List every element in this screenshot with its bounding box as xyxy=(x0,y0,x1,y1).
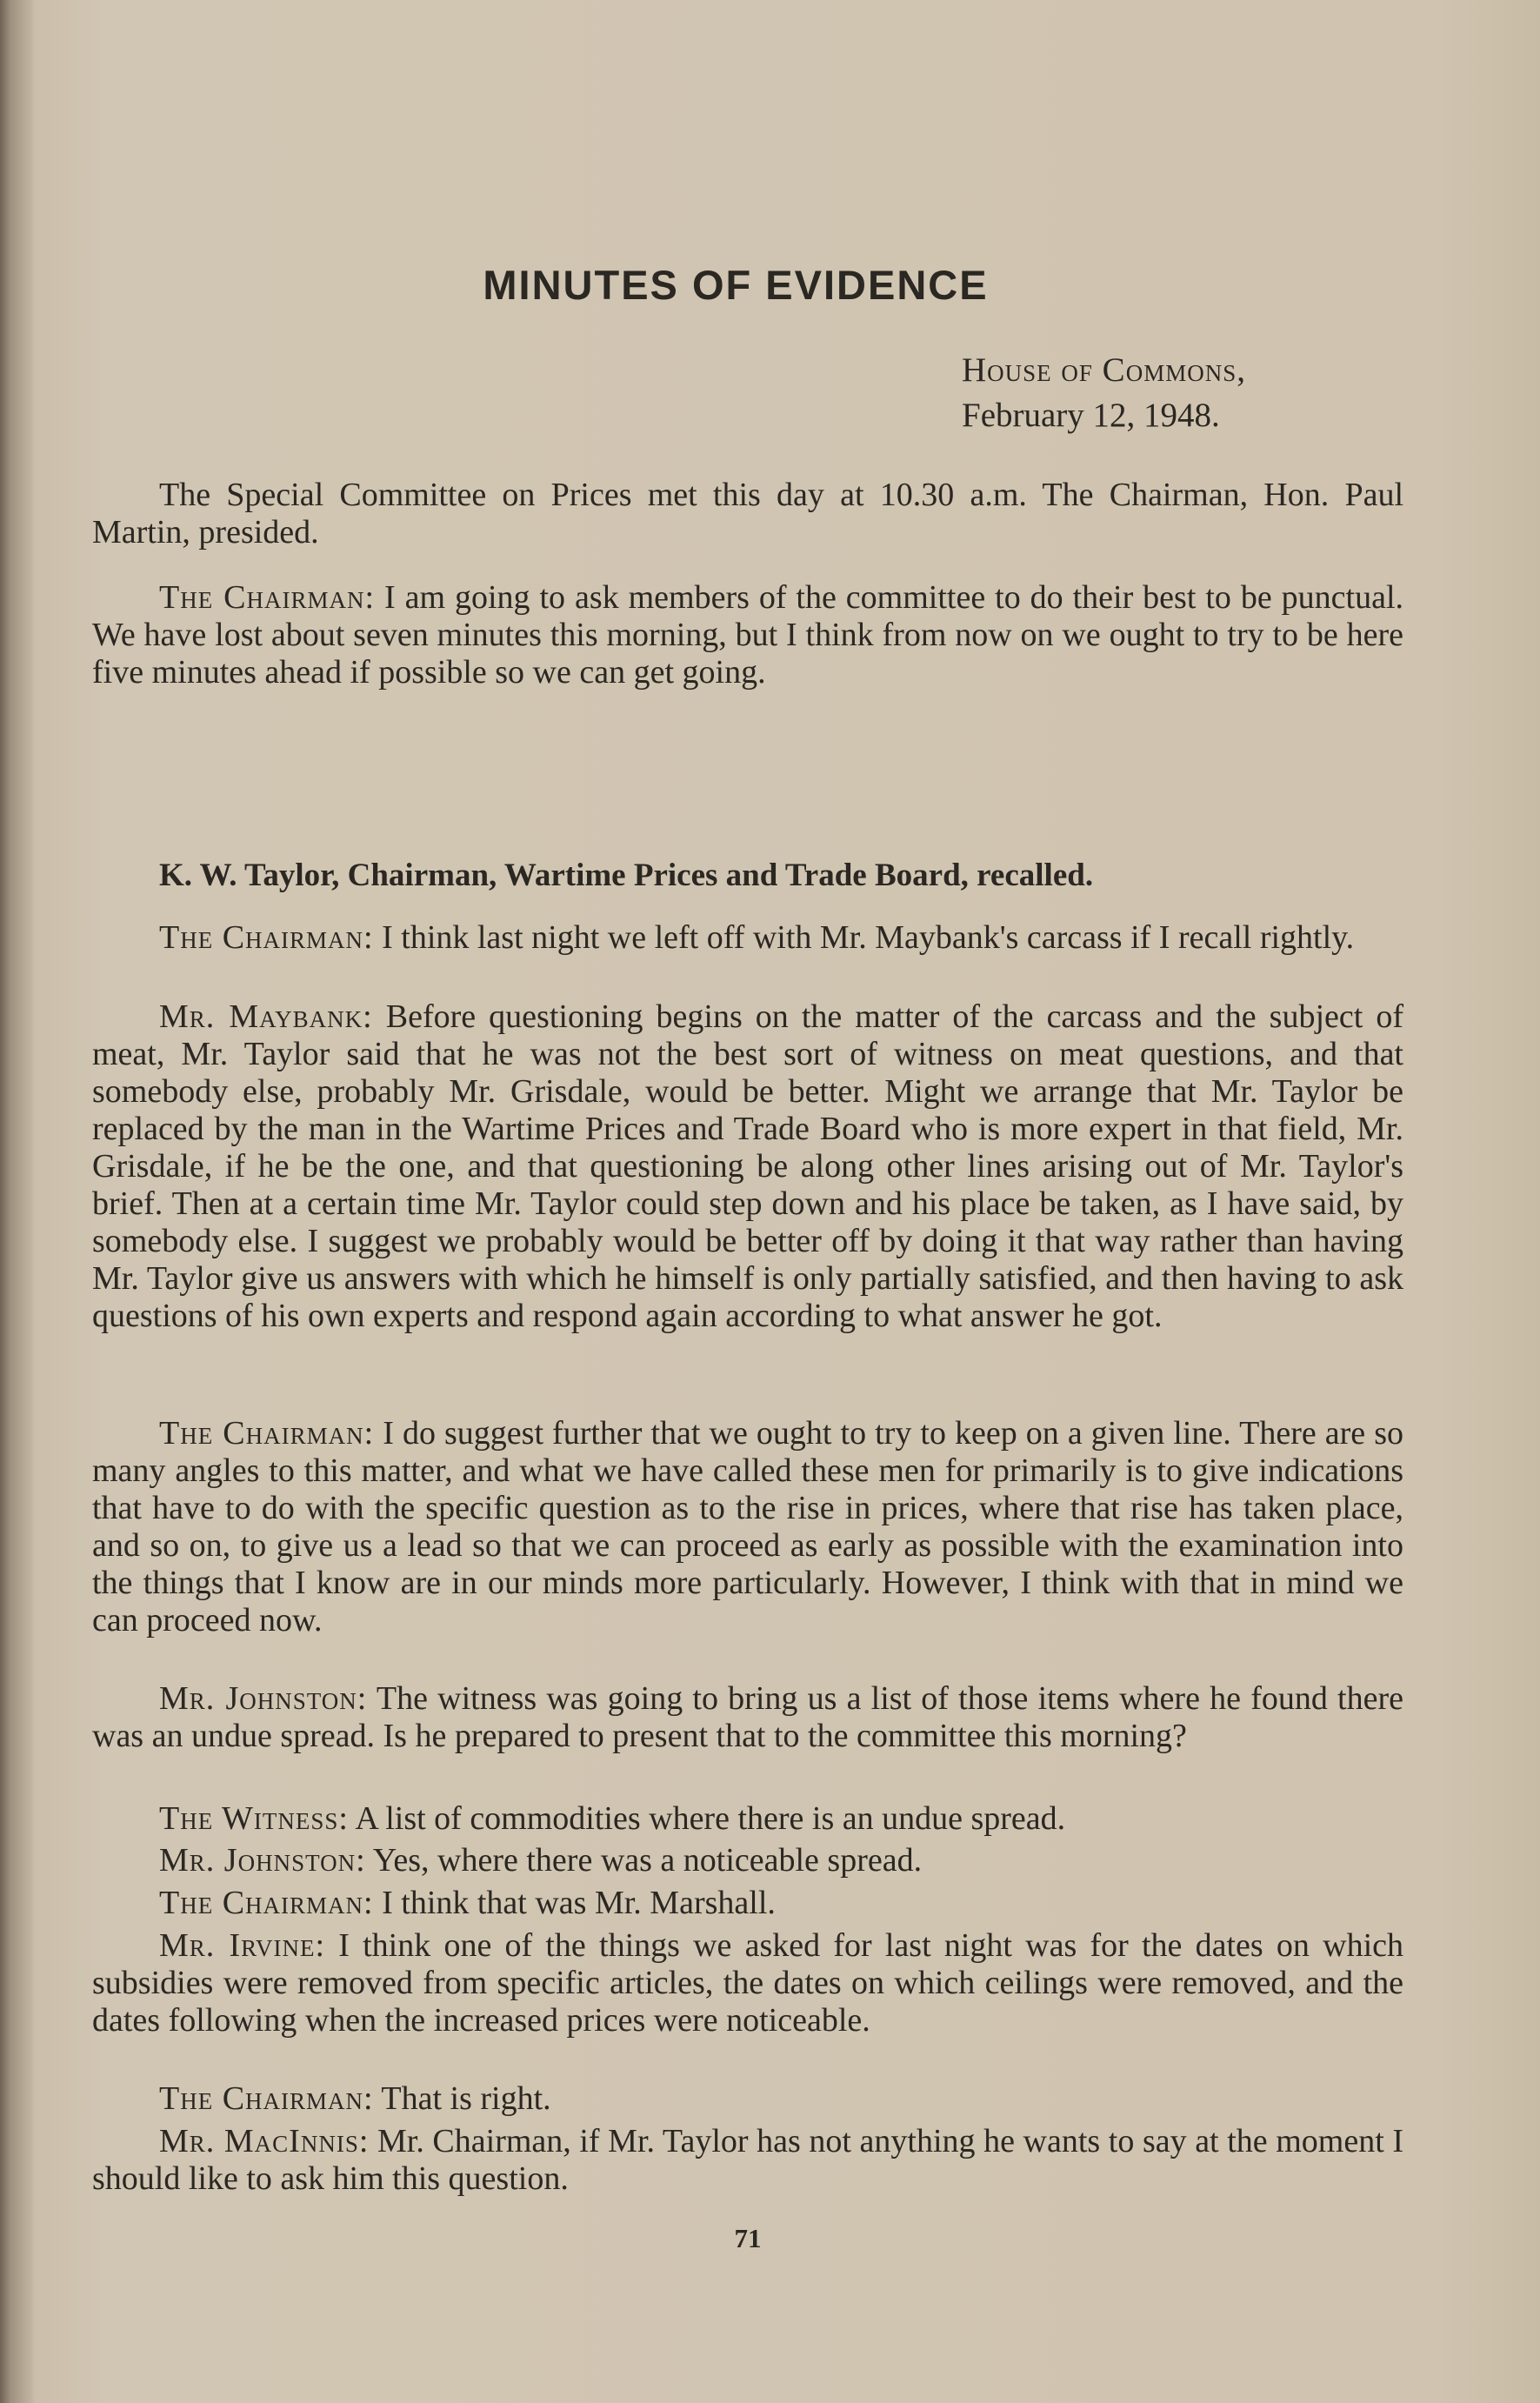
speaker-label: The Chairman: xyxy=(159,919,374,956)
speaker-label: The Chairman: xyxy=(159,579,376,616)
speech-text: Mr. Chairman, if Mr. Taylor has not anything he wants to say at the moment I should like to ask him this question. xyxy=(92,2123,1404,2197)
exchange-paragraph xyxy=(92,1842,1403,1879)
intro-paragraph: The Special Committee on Prices met this day at 10.30 a.m. The Chairman, Hon. Paul Martin, presided. xyxy=(92,477,1403,551)
speaker-label: Mr. Johnston: xyxy=(159,1680,368,1717)
exchange-paragraph xyxy=(92,2123,1403,2198)
exchange-paragraph xyxy=(92,1927,1403,2039)
speech-text: Yes, where there was a noticeable spread. xyxy=(365,1842,923,1879)
speaker-label: Mr. Johnston: xyxy=(159,1842,366,1879)
page-title: MINUTES OF EVIDENCE xyxy=(483,262,989,308)
exchange-paragraph xyxy=(92,2080,1403,2118)
exchange-paragraph xyxy=(92,998,1403,1335)
speech-text: I think last night we left off with Mr. Maybank's carcass if I recall rightly. xyxy=(373,919,1355,956)
speaker-label: Mr. Irvine: xyxy=(159,1927,326,1964)
exchange-paragraph xyxy=(92,1885,1403,1922)
speaker-label: The Chairman: xyxy=(159,1415,375,1452)
witness-heading: K. W. Taylor, Chairman, Wartime Prices and Trade Board, recalled. xyxy=(159,858,1094,893)
exchange-paragraph xyxy=(92,1800,1403,1838)
speaker-label: The Witness: xyxy=(159,1800,349,1837)
speech-text: I think that was Mr. Marshall. xyxy=(373,1885,776,1921)
speaker-label: The Chairman: xyxy=(159,2080,374,2117)
exchange-paragraph xyxy=(92,1415,1403,1639)
dateline-date: February 12, 1948. xyxy=(962,397,1220,434)
exchange-paragraph xyxy=(92,1680,1403,1755)
speech-text: I think one of the things we asked for last night was for the dates on which subsidies were removed from specific articles, the dates on which ceilings were removed, and the dates following when the increased prices were noticeable. xyxy=(92,1927,1403,2039)
speech-text: I do suggest further that we ought to try to keep on a given line. There are so many angles to this matter, and what we have called these men for primarily is to give indications that have to do with the specific question as to the rise in prices, where that rise has taken place, and so on, to give us a lead so that we can proceed as early as possible with the examination into the things that I know are in our minds more particularly. However, I think with that in mind we can proceed now. xyxy=(92,1415,1403,1639)
speech-text: A list of commodities where there is an undue spread. xyxy=(348,1800,1066,1837)
speaker-label: Mr. Maybank: xyxy=(159,998,373,1035)
speech-text: I am going to ask members of the committee to do their best to be punctual. We have lost about seven minutes this morning, but I think from now on we ought to try to be here five minutes ahead if possible so we can get going. xyxy=(92,579,1404,691)
intro-chairman-paragraph xyxy=(92,579,1403,691)
speech-text: That is right. xyxy=(373,2080,551,2117)
dateline-location: House of Commons, xyxy=(962,351,1246,389)
book-spine-shadow xyxy=(0,0,35,2403)
dateline xyxy=(962,348,1246,438)
speech-text: Before questioning begins on the matter of the carcass and the subject of meat, Mr. Taylor said that he was not the best sort of witness on meat questions, and that somebody else, probably Mr. Grisdale, would be better. Might we arrange that Mr. Taylor be replaced by the man in the Wartime Prices and Trade Board who is more expert in that field, Mr. Grisdale, if he be the one, and that questioning be along other lines arising out of Mr. Taylor's brief. Then at a certain time Mr. Taylor could step down and his place be taken, as I have said, by somebody else. I suggest we probably would be better off by doing it that way rather than having Mr. Taylor give us answers with which he himself is only partially satisfied, and then having to ask questions of his own experts and respond again according to what answer he got. xyxy=(92,998,1404,1334)
page-number: 71 xyxy=(734,2223,762,2253)
exchange-paragraph xyxy=(92,919,1403,957)
speaker-label: The Chairman: xyxy=(159,1885,374,1921)
speech-text: The witness was going to bring us a list of those items where he found there was an undue spread. Is he prepared to present that to the committee this morning? xyxy=(92,1680,1403,1754)
speaker-label: Mr. MacInnis: xyxy=(159,2123,370,2159)
